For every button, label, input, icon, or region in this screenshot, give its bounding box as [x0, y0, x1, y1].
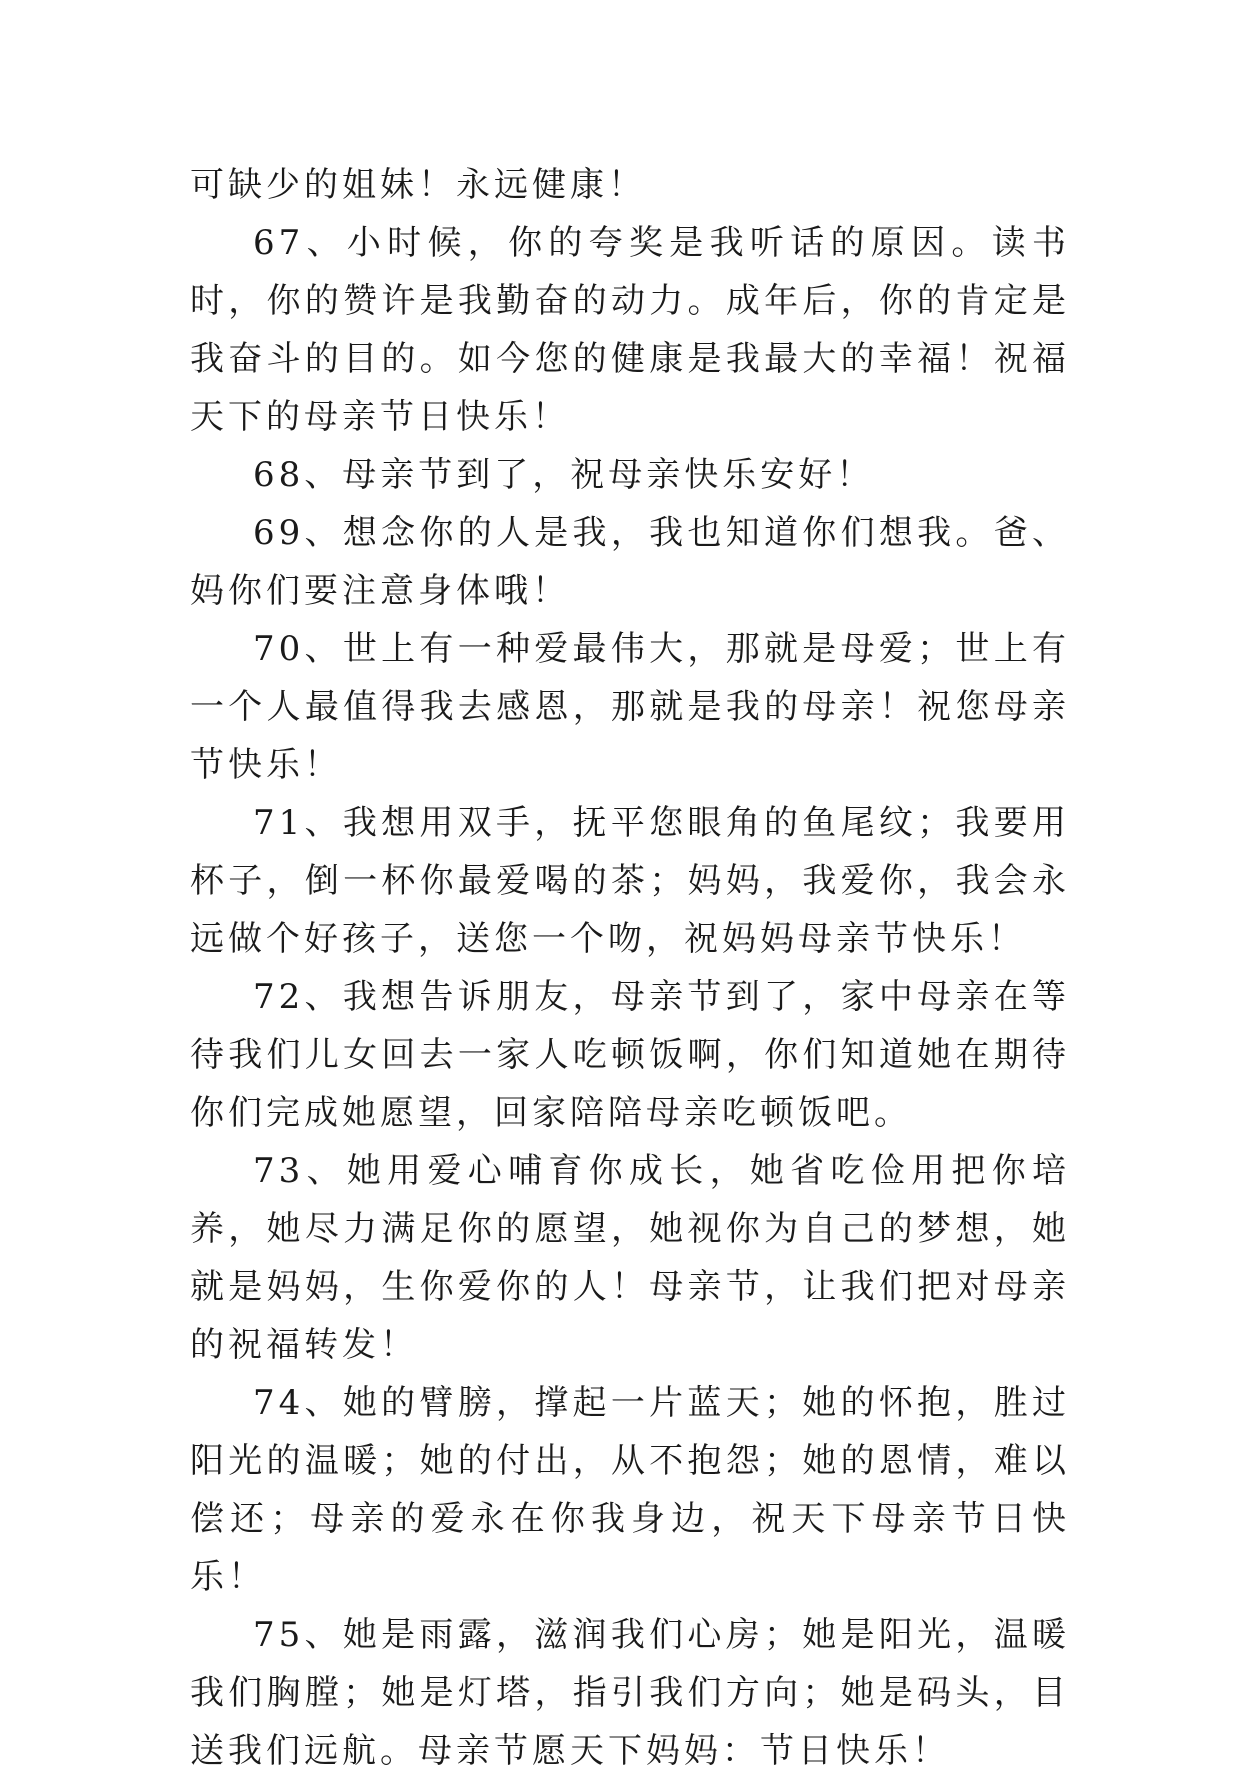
- paragraph-72: 72、我想告诉朋友，母亲节到了，家中母亲在等待我们儿女回去一家人吃顿饭啊，你们知道她在期待你们完成她愿望，回家陪陪母亲吃顿饭吧。: [190, 977, 1070, 1133]
- paragraph-67: 67、小时候，你的夸奖是我听话的原因。读书时，你的赞许是我勤奋的动力。成年后，你的肯定是我奋斗的目的。如今您的健康是我最大的幸福！祝福天下的母亲节日快乐！: [190, 223, 1070, 437]
- paragraph-73: 73、她用爱心哺育你成长，她省吃俭用把你培养，她尽力满足你的愿望，她视你为自己的梦想，她就是妈妈，生你爱你的人！母亲节，让我们把对母亲的祝福转发！: [190, 1151, 1070, 1365]
- paragraph-75: 75、她是雨露，滋润我们心房；她是阳光，温暖我们胸膛；她是灯塔，指引我们方向；她是码头，目送我们远航。母亲节愿天下妈妈：节日快乐！: [190, 1615, 1070, 1771]
- paragraph-74: 74、她的臂膀，撑起一片蓝天；她的怀抱，胜过阳光的温暖；她的付出，从不抱怨；她的恩情，难以偿还；母亲的爱永在你我身边，祝天下母亲节日快乐！: [190, 1383, 1070, 1597]
- paragraph-71: 71、我想用双手，抚平您眼角的鱼尾纹；我要用杯子，倒一杯你最爱喝的茶；妈妈，我爱你，我会永远做个好孩子，送您一个吻，祝妈妈母亲节快乐！: [190, 803, 1070, 959]
- document-body: [190, 156, 1070, 1780]
- paragraph-69: 69、想念你的人是我，我也知道你们想我。爸、妈你们要注意身体哦！: [190, 513, 1070, 611]
- paragraph-continuation: 可缺少的姐妹！永远健康！: [190, 165, 646, 205]
- paragraph-70: 70、世上有一种爱最伟大，那就是母爱；世上有一个人最值得我去感恩，那就是我的母亲！祝您母亲节快乐！: [190, 629, 1070, 785]
- paragraph-68: 68、母亲节到了，祝母亲快乐安好！: [253, 455, 875, 495]
